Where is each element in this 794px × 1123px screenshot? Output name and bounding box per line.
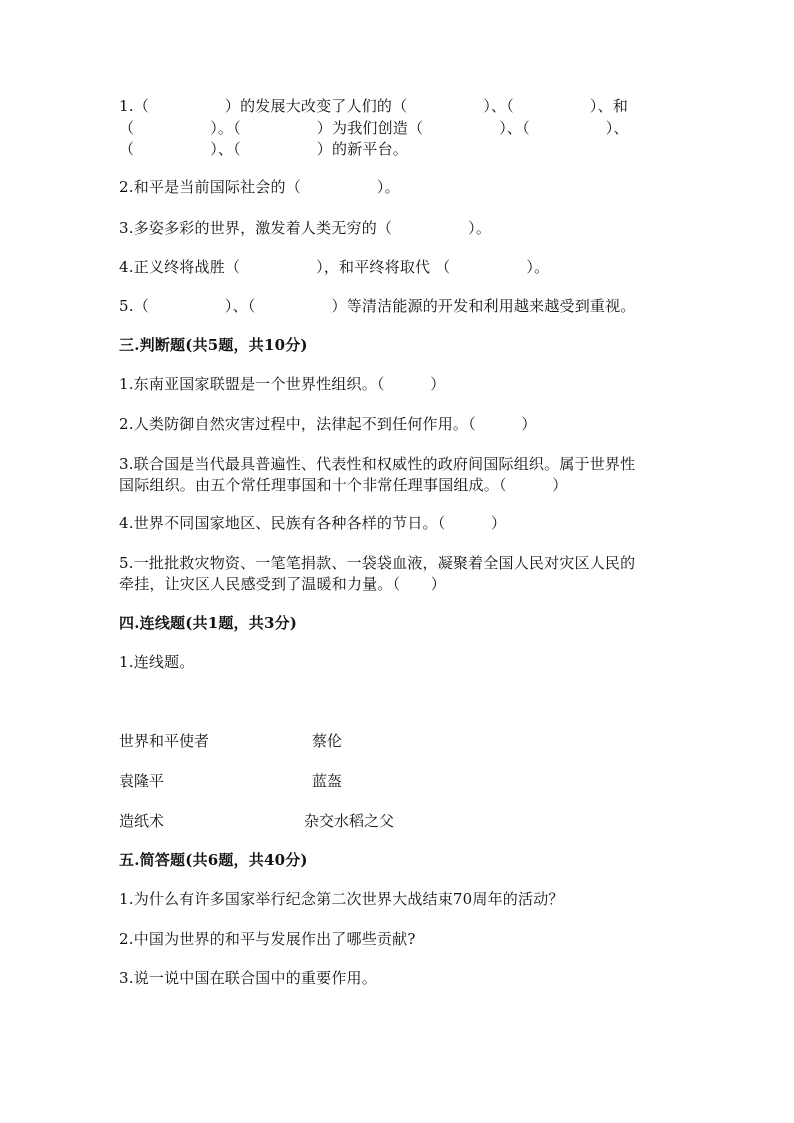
matching-q1: 1.连线题。 (119, 653, 195, 671)
tf-q2: 2.人类防御自然灾害过程中，法律起不到任何作用。（ ） (119, 415, 537, 433)
sa-q2: 2.中国为世界的和平与发展作出了哪些贡献? (119, 930, 416, 948)
section-heading-true-false: 三.判断题(共5题，共10分) (119, 336, 308, 354)
tf-q4: 4.世界不同国家地区、民族有各种各样的节日。（ ） (119, 514, 507, 532)
section-heading-matching: 四.连线题(共1题，共3分) (119, 614, 298, 632)
fill-q1-line2: （ ）。（ ）为我们创造（ ）、（ ）、 (119, 119, 629, 137)
fill-q4: 4.正义终将战胜（ ），和平终将取代 （ ）。 (119, 258, 550, 276)
matching-right-item: 蓝盔 (312, 772, 343, 790)
fill-q3: 3.多姿多彩的世界，激发着人类无穷的（ ）。 (119, 219, 492, 237)
fill-q2: 2.和平是当前国际社会的（ ）。 (119, 178, 400, 196)
tf-q5-line2: 牵挂，让灾区人民感受到了温暖和力量。（ ） (119, 575, 446, 593)
fill-q5: 5.（ ）、（ ）等清洁能源的开发和利用越来越受到重视。 (119, 297, 636, 315)
section-heading-short-answer: 五.简答题(共6题，共40分) (119, 851, 308, 869)
fill-q1-line3: （ ）、（ ）的新平台。 (119, 140, 409, 158)
tf-q1: 1.东南亚国家联盟是一个世界性组织。（ ） (119, 375, 446, 393)
tf-q5-line1: 5.一批批救灾物资、一笔笔捐款、一袋袋血液，凝聚着全国人民对灾区人民的 (119, 554, 636, 572)
matching-left-item: 袁隆平 (119, 772, 165, 790)
matching-right-item: 蔡伦 (312, 732, 343, 750)
fill-q1-line1: 1.（ ）的发展大改变了人们的（ ）、（ ）、和 (119, 97, 629, 115)
sa-q3: 3.说一说中国在联合国中的重要作用。 (119, 969, 377, 987)
matching-left-item: 造纸术 (119, 812, 165, 830)
sa-q1: 1.为什么有许多国家举行纪念第二次世界大战结束70周年的活动？ (119, 890, 564, 908)
tf-q3-line2: 国际组织。由五个常任理事国和十个非常任理事国组成。（ ） (119, 476, 568, 494)
matching-left-item: 世界和平使者 (119, 732, 210, 750)
matching-right-item: 杂交水稻之父 (304, 812, 395, 830)
tf-q3-line1: 3.联合国是当代最具普遍性、代表性和权威性的政府间国际组织。属于世界性 (119, 455, 636, 473)
